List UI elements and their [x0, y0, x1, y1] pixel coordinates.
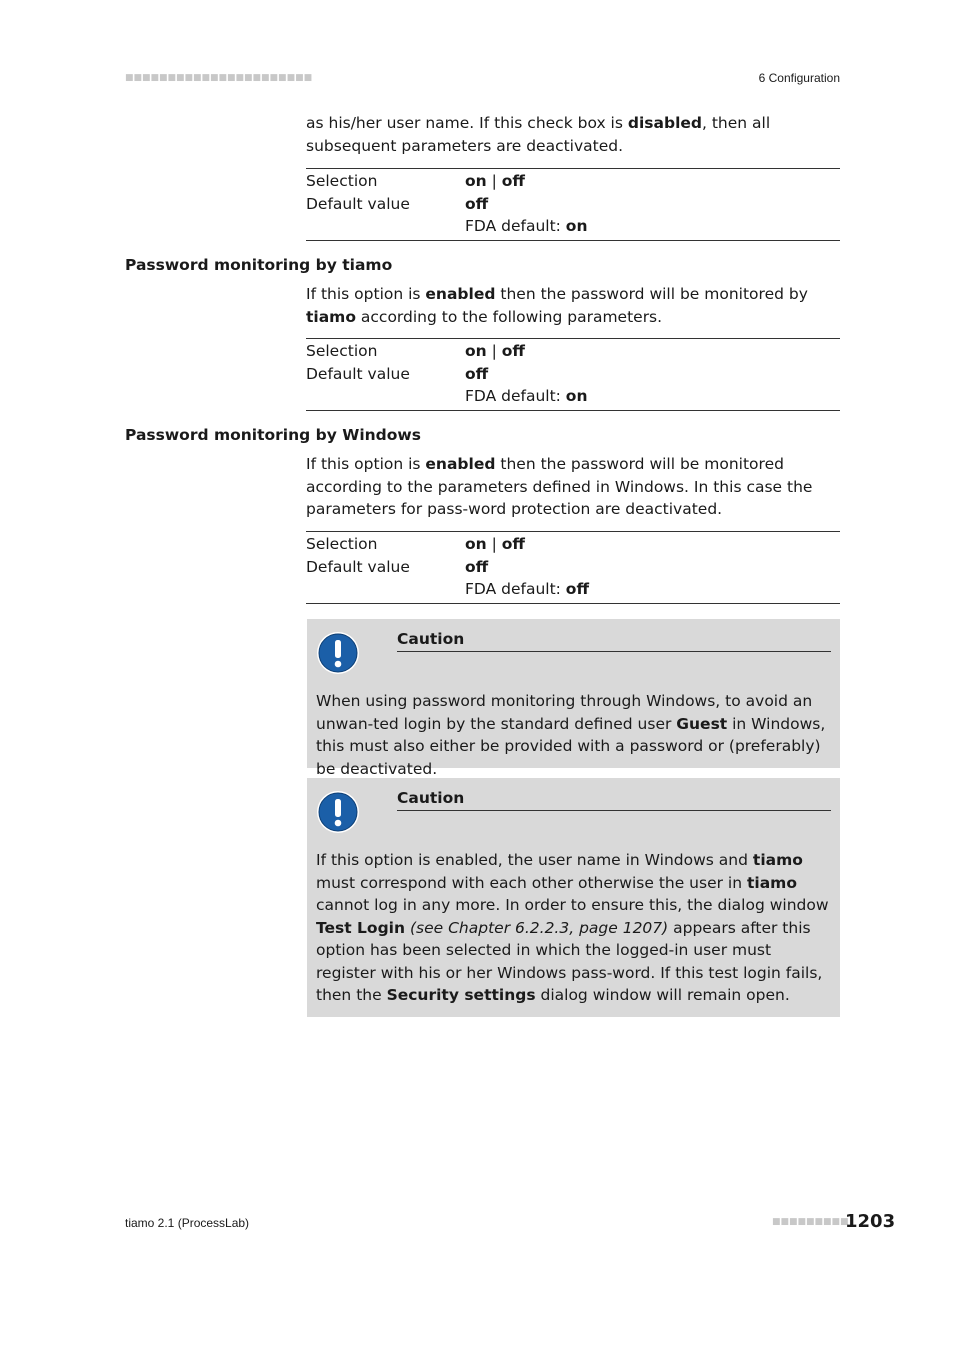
parameter-table-login-name: [306, 168, 840, 241]
caution-box: [307, 619, 840, 778]
caution-title: Caution: [397, 628, 831, 652]
default-value-row: Default value off: [306, 194, 489, 213]
section-paragraph-windows: If this option is enabled then the password will be monitored according to the parameters defined in Windows. In this case the parameters for pass-word protection are deactivated.: [306, 455, 813, 518]
caution-box: [307, 778, 840, 1017]
exclamation-icon: [316, 631, 360, 675]
fda-default-row: FDA default: on: [465, 217, 588, 235]
selection-row: Selection on | off: [306, 535, 525, 553]
fda-default-row: FDA default: on: [465, 387, 588, 405]
section-paragraph-tiamo: If this option is enabled then the password will be monitored by tiamo according to the following parameters.: [306, 285, 808, 326]
caution-text: If this option is enabled, the user name in Windows and tiamo must correspond with each other otherwise the user in tiamo cannot log in any more. In order to ensure this, the dialog window Test Login (see Chapter 6.2.2.3, page 1207) appears after this option has been selected in which the logged-in user must register with his or her Windows pass-word. If this test login fails, then the Security settings dialog window will remain open.: [316, 851, 829, 1004]
running-header-chapter: 6 Configuration: [758, 71, 840, 85]
fda-default-row: FDA default: off: [465, 580, 590, 598]
default-value-row: Default value off: [306, 557, 489, 576]
header-decoration: ■■■■■■■■■■■■■■■■■■■■■■: [125, 73, 313, 83]
caution-title: Caution: [397, 787, 831, 811]
caution-text: When using password monitoring through Windows, to avoid an unwan-ted login by the standard defined user Guest in Windows, this must also either be provided with a password or (preferably) be deactivated.: [316, 692, 826, 778]
cross-reference-link[interactable]: (see Chapter 6.2.2.3, page 1207): [409, 918, 669, 937]
default-value-row: Default value off: [306, 364, 489, 383]
intro-paragraph: as his/her user name. If this check box is disabled, then all subsequent parameters are deactivated.: [306, 114, 771, 155]
parameter-table-tiamo: [306, 338, 840, 411]
footer-decoration: ■■■■■■■■■: [772, 1217, 849, 1227]
exclamation-icon: [316, 790, 360, 834]
page-number: 1203: [845, 1211, 896, 1232]
selection-row: Selection on | off: [306, 342, 525, 360]
footer-product-name: tiamo 2.1 (ProcessLab): [125, 1216, 250, 1230]
parameter-table-windows: [306, 531, 840, 604]
section-heading-tiamo: Password monitoring by tiamo: [125, 256, 393, 274]
section-heading-windows: Password monitoring by Windows: [125, 426, 421, 444]
selection-row: Selection on | off: [306, 172, 525, 190]
